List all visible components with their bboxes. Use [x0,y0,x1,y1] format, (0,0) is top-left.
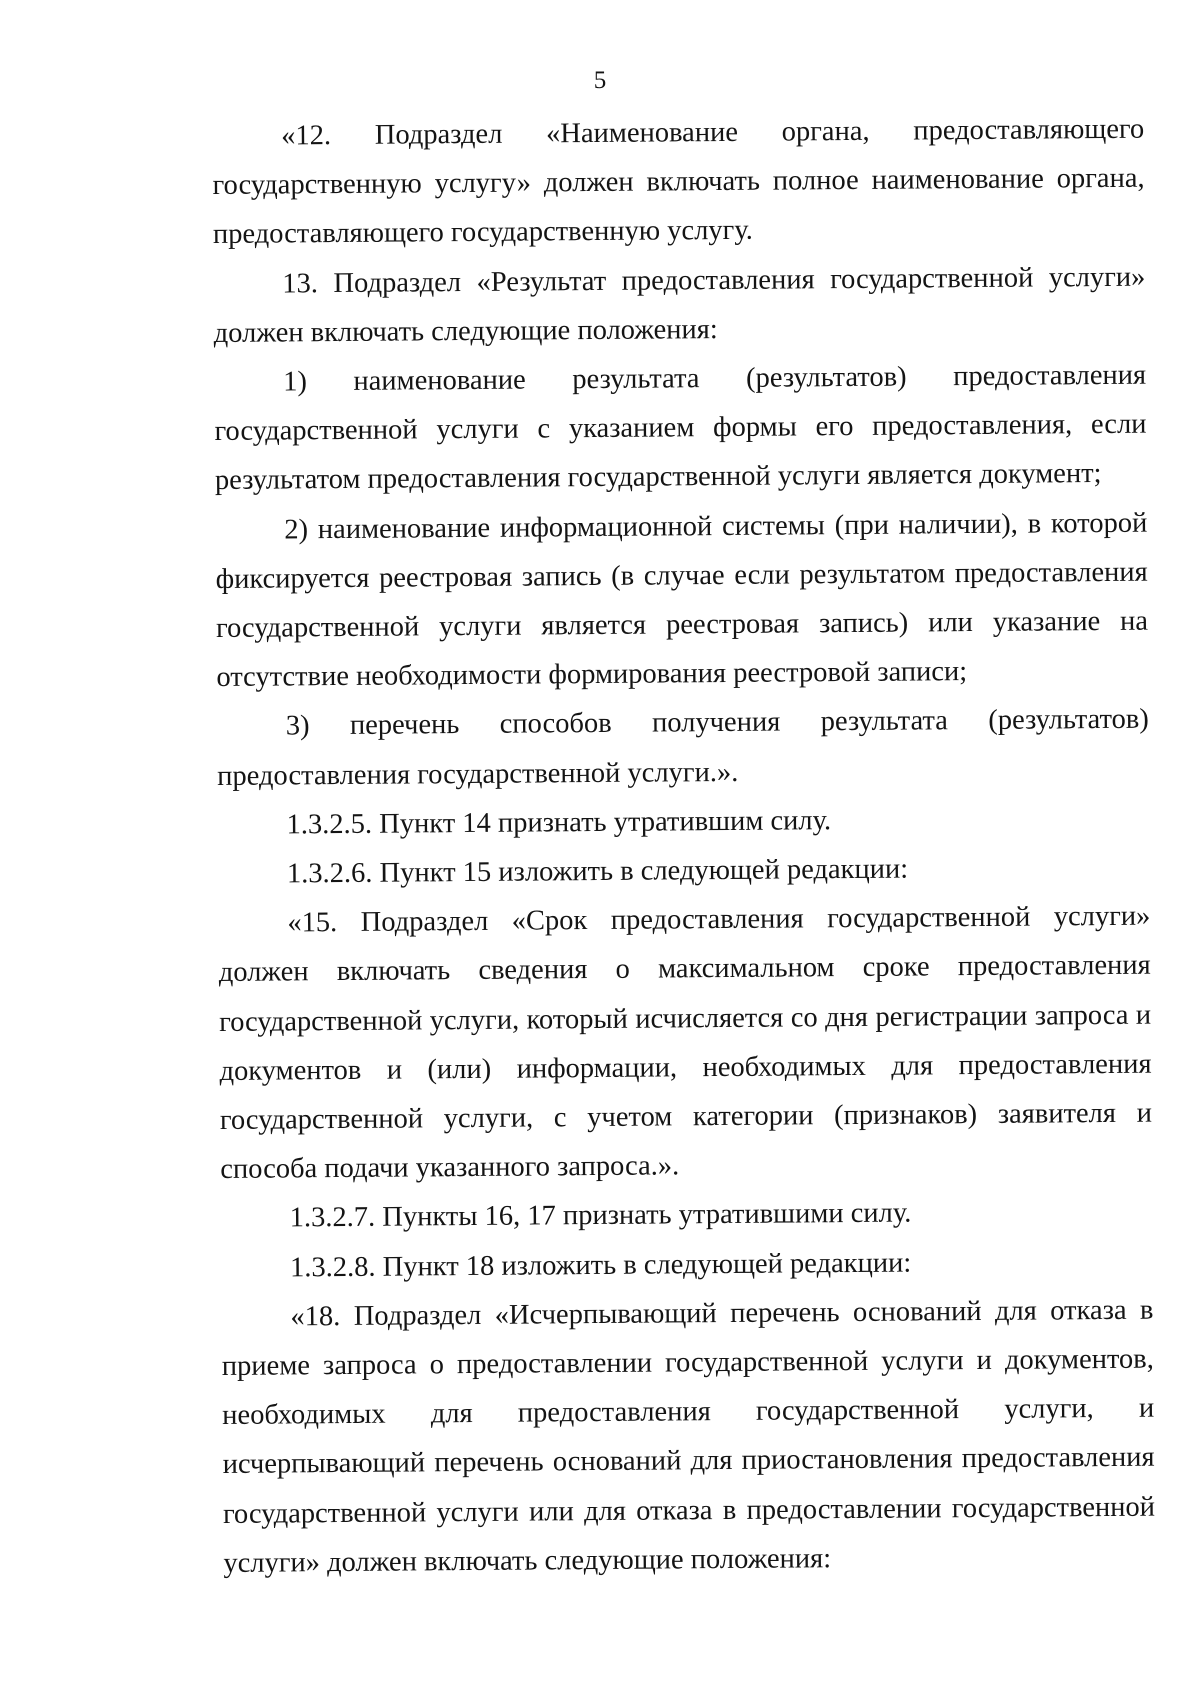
clause-1-3-2-8: 1.3.2.8. Пункт 18 изложить в следующей редакции: [289,1247,912,1284]
list-item-1: 1) наименование результата (результатов) предоставления государственной услуги с указанием формы его предоставления, если результатом предоставления государственной услуги является документ; [214,359,1147,497]
clause-1-3-2-6: 1.3.2.6. Пункт 15 изложить в следующей редакции: [286,853,909,890]
clause-1-3-2-7: 1.3.2.7. Пункты 16, 17 признать утратившими силу. [289,1198,912,1234]
paragraph-12-subsection-authority-name: «12. Подраздел «Наименование органа, предоставляющего государственную услугу» должен включать полное наименование органа, предоставляющего государственную услугу. [212,113,1145,251]
list-item-3: 3) перечень способов получения результата (результатов) предоставления государственной услуги.». [217,704,1149,792]
document-body [212,105,1156,1588]
paragraph-15-subsection-term: «15. Подраздел «Срок предоставления государственной услуги» должен включать сведения о максимальном сроке предоставления государственной услуги, который исчисляется со дня регистрации запроса и документов и (или) информации, необходимых для предоставления государственной услуги, с учетом категории (признаков) заявителя и способа подачи указанного запроса.». [218,900,1153,1186]
list-item-2: 2) наименование информационной системы (при наличии), в которой фиксируется реестровая запись (в случае если результатом предоставления государственной услуги является реестровая запись) или указание на отсутствие необходимости формирования реестровой записи; [215,507,1149,694]
clause-1-3-2-5: 1.3.2.5. Пункт 14 признать утратившим силу. [286,805,832,841]
paragraph-13-subsection-result: 13. Подраздел «Результат предоставления государственной услуги» должен включать следующие положения: [213,261,1146,349]
page-number: 5 [593,67,607,94]
paragraph-18-subsection-refusal-grounds: «18. Подраздел «Исчерпывающий перечень оснований для отказа в приеме запроса о предоставлении государственной услуги и документов, необходимых для предоставления государственной услуги, и исчерпывающий перечень оснований для приостановления предоставления государственной услуги или для отказа в предоставлении государственной услуги» должен включать следующие положения: [221,1294,1156,1579]
